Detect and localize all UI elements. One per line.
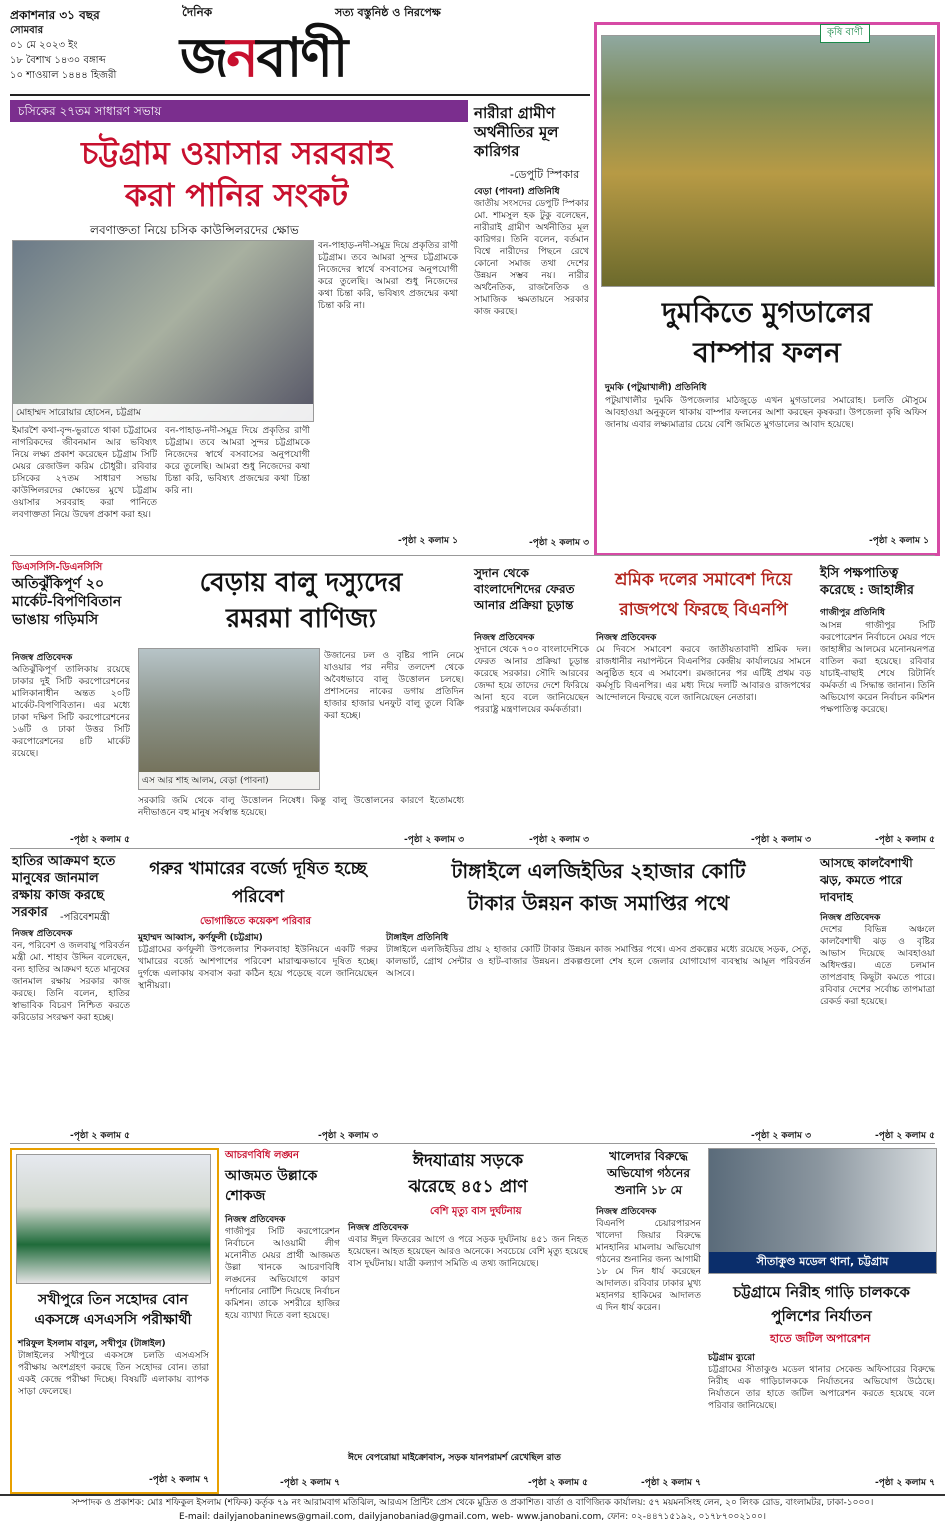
sand-body: উজানের ঢল ও বৃষ্টির পানি নেমে যাওয়ার পর নদীর তলদেশ থেকে অবৈধভাবে বালু উত্তোলন চলছে। প্রশাসনের নাকের ডগায় প্রতিদিন হাজার হাজার ঘনফুট বালু তুলে বিক্রি করা হচ্ছে।	[324, 651, 464, 721]
date-english: ০১ মে ২০২৩ ইং	[10, 40, 78, 51]
women-continue: -পৃষ্ঠা ২ কলাম ৩	[528, 538, 589, 548]
ditches-headline: অতিঝুঁকিপূর্ণ ২০ মার্কেট-বিপণিবিতান ভাঙায় গড়িমসি	[12, 576, 122, 628]
khaleda-continue: -পৃষ্ঠা ২ কলাম ৭	[640, 1478, 701, 1488]
eid-byline: নিজস্ব প্রতিবেদক	[348, 1223, 409, 1233]
khaleda-byline: নিজস্ব প্রতিবেদক	[596, 1207, 657, 1217]
ec-headline: ইসি পক্ষপাতিত্ব করেছে : জাহাঙ্গীর	[820, 566, 914, 598]
eid-body: এবার ঈদুল ফিতরের আগে ও পরে সড়ক দুর্ঘটনায় ৪৫১ জন নিহত হয়েছেন। আহত হয়েছেন আরও অনেকে। সবচেয়ে বেশি মৃত্যু হয়েছে বাস দুর্ঘটনায়। যাত্রী কল্যাণ সমিতি এ তথ্য জানিয়েছে।	[348, 1235, 588, 1269]
bnp-continue: -পৃষ্ঠা ২ কলাম ৩	[750, 835, 811, 845]
ditches-continue: -পৃষ্ঠা ২ কলাম ৫	[69, 835, 130, 845]
sudan-body: সুদানে থেকে ৭০০ বাংলাদেশিকে ফেরত আনার প্রক্রিয়া চূড়ান্ত করেছে সরকার। সৌদি আরবের জেদ্দা হয়ে তাদের দেশে ফিরিয়ে আনা হবে বলে জানিয়েছেন পররাষ্ট্র মন্ত্রণালয়ের কর্মকর্তারা।	[474, 645, 589, 715]
code-body: গাজীপুর সিটি করপোরেশন নির্বাচনে আওয়ামী লীগ মনোনীত মেয়র প্রার্থী আজমত উল্লা খানকে আচরণবিধি লঙ্ঘনের অভিযোগে কারণ দর্শানোর নোটিশ দিয়েছে নির্বাচন কমিশন। তাকে সশরীরে হাজির হয়ে ব্যাখ্যা দিতে বলা হয়েছে।	[225, 1227, 340, 1321]
police-photo-caption: সীতাকুণ্ড মডেল থানা, চট্টগ্রাম	[709, 1252, 936, 1273]
sudan-continue: -পৃষ্ঠা ২ কলাম ৩	[528, 835, 589, 845]
weekday: সোমবার	[10, 25, 44, 36]
row-divider-2	[10, 848, 935, 849]
sisters-continue: -পৃষ্ঠা ২ কলাম ৭	[148, 1475, 209, 1485]
field-photo	[601, 35, 935, 287]
women-byline: বেড়া (পাবনা) প্রতিনিধি	[474, 187, 560, 197]
cattle-continue: -পৃষ্ঠা ২ কলাম ৩	[317, 1131, 378, 1141]
eid-highlight: ঈদে বেপরোয়া মাইক্রোবাস, সড়ক যানপরামর্শ রেখেছিল রাত	[348, 1453, 561, 1463]
sisters-headline: সখীপুরে তিন সহোদর বোন একসঙ্গে এসএসসি পরীক্ষার্থী	[34, 1292, 192, 1328]
police-photo	[708, 1148, 937, 1274]
lead-photo-caption: মোহাম্মদ সারোয়ার হোসেন, চট্টগ্রাম	[13, 404, 313, 421]
bnp-body: মে দিবসে সমাবেশ করবে জাতীয়তাবাদী শ্রমিক দল। রাজধানীর নয়াপল্টনে বিএনপির কেন্দ্রীয় কার্যালয়ের সামনে অনুষ্ঠিত হবে এ সমাবেশ। রমজানের পর এটিই প্রথম বড় কর্মসূচি বিএনপির। এর মধ্য দিয়ে দলটি আবারও রাজপথের আন্দোলনে ফিরছে বলে জানিয়েছেন নেতারা।	[596, 645, 811, 703]
elephant-byline: নিজস্ব প্রতিবেদক	[12, 929, 73, 939]
storm-continue: -পৃষ্ঠা ২ কলাম ৫	[874, 1131, 935, 1141]
lead-body-1b: বন-পাহাড়-নদী-সমুদ্র দিয়ে প্রকৃতির রাণী চট্টগ্রাম। তবে আমরা সুন্দর চট্টগ্রামকে নিজেদের স্বার্থে বসবাসের অনুপযোগী করে তুলেছি। আমরা শুধু নিজেদের কথা চিন্তা করি, ভবিষ্যৎ প্রজন্মের কথা চিন্তা করি না।	[165, 426, 310, 496]
krishi-byline: দুমকি (পটুয়াখালী) প্রতিনিধি	[605, 383, 707, 393]
cattle-byline: মুহাম্মদ আব্বাস, কর্ণফুলী (চট্টগ্রাম)	[138, 933, 263, 943]
sand-photo	[138, 648, 320, 790]
imprint-line-2: E-mail: dailyjanobaninews@gmail.com, dailyjanobaniad@gmail.com, web- www.janobani.com, ফোন: ০২-৪৪৭১৫১৯২, ০১৭৮৭০০২১০০।	[178, 1512, 767, 1522]
logo-prefix: দৈনিক	[182, 5, 213, 19]
cattle-headline: গরুর খামারের বর্জ্যে দূষিত হচ্ছে পরিবেশ	[149, 859, 367, 907]
elephant-continue: -পৃষ্ঠা ২ কলাম ৫	[69, 1131, 130, 1141]
sand-continue: -পৃষ্ঠা ২ কলাম ৩	[403, 835, 464, 845]
section-tag: কৃষি বাণী	[820, 24, 870, 43]
elephant-speaker: -পরিবেশমন্ত্রী	[60, 912, 110, 923]
storm-byline: নিজস্ব প্রতিবেদক	[820, 913, 881, 923]
ditches-tag: ডিএসসিসি-ডিএনসিসি	[12, 562, 103, 573]
ec-byline: গাজীপুর প্রতিনিধি	[820, 608, 885, 618]
khaleda-body: বিএনপি চেয়ারপারসন খালেদা জিয়ার বিরুদ্ধে মানহানির মামলায় অভিযোগ গঠনের শুনানির জন্য আগামী ১৮ মে দিন ধার্য করেছেন আদালত। রবিবার ঢাকার মুখ্য মহানগর হাকিমের আদালত এ দিন ধার্য করেন।	[596, 1219, 701, 1313]
row-divider-3	[10, 1143, 935, 1144]
police-sub: হাতে জটিল অপারেশন	[770, 1332, 871, 1345]
eid-headline: ঈদযাত্রায় সড়কে ঝরেছে ৪৫১ প্রাণ	[408, 1151, 528, 1197]
lead-body-1: ইমারশৈ কথা-বৃন্দ-ভুরাতে থাকা চট্টগ্রামের নাগরিকদের জীবনমান আর ভবিষ্যৎ নিয়ে লক্ষ্য প্রকাশ করেছেন চট্টগ্রাম সিটি মেয়র রেজাউল করিম চৌধুরী। রবিবার চসিকের ২৭তম সাধারণ সভায় কাউন্সিলরদের ক্ষোভের মুখে চট্টগ্রাম ওয়াসার সরবরাহ করা পানিতে লবণাক্ততা নিয়ে উদ্বেগ প্রকাশ করা হয়।	[12, 426, 157, 520]
elephant-headline: হাতির আক্রমণ হতে মানুষের জানমাল রক্ষায় কাজ করছে সরকার	[12, 854, 116, 920]
sisters-photo	[16, 1154, 211, 1284]
ditches-byline: নিজস্ব প্রতিবেদক	[12, 653, 73, 663]
krishi-box	[594, 22, 940, 556]
tagline: সত্য বস্তুনিষ্ঠ ও নিরপেক্ষ	[335, 6, 441, 19]
lged-body: টাঙ্গাইলে এলজিইডির প্রায় ২ হাজার কোটি টাকার উন্নয়ন কাজ সমাপ্তির পথে। এসব প্রকল্পের মধ্যে রয়েছে সড়ক, সেতু, কালভার্ট, গ্রোথ সেন্টার ও হাট-বাজার উন্নয়ন। প্রকল্পগুলো শেষ হলে জেলার যোগাযোগ ব্যবস্থায় আমূল পরিবর্তন আসবে।	[386, 945, 811, 979]
code-continue: -পৃষ্ঠা ২ কলাম ৭	[279, 1478, 340, 1488]
sand-photo-caption: এস আর শাহ আলম, বেড়া (পাবনা)	[139, 772, 319, 789]
police-body: চট্টগ্রামের সীতাকুণ্ড মডেল থানার সেকেন্ড অফিসারের বিরুদ্ধে নিরীহ এক গাড়িচালককে নির্যাতনের অভিযোগ উঠেছে। নির্যাতনে তার হাতে জটিল অপারেশন করতে হয়েছে বলে পরিবার জানিয়েছে।	[708, 1365, 935, 1411]
police-continue: -পৃষ্ঠা ২ কলাম ৭	[874, 1478, 935, 1488]
ec-body: আসন্ন গাজীপুর সিটি করপোরেশন নির্বাচনে মেয়র পদে জাহাঙ্গীর আলমের মনোনয়নপত্র বাতিল করা হয়েছে। রবিবার যাচাই-বাছাই শেষে রিটার্নিং কর্মকর্তা এ সিদ্ধান্ত জানান। তিনি অভিযোগ করেন নির্বাচন কমিশন পক্ষপাতিত্ব করেছে।	[820, 621, 935, 715]
lead-kicker: চসিকের ২৭তম সাধারণ সভায়	[10, 100, 468, 122]
police-headline: চট্টগ্রামে নিরীহ গাড়ি চালককে পুলিশের নির্যাতন	[733, 1283, 910, 1325]
sisters-box	[10, 1148, 219, 1494]
krishi-continue: -পৃষ্ঠা ২ কলাম ১	[868, 536, 929, 546]
sand-body-2: সরকারি জমি থেকে বালু উত্তোলন নিষেধ। কিন্তু বালু উত্তোলনের কারণে ইতোমধ্যে নদীভাঙনে বহু মানুষ সর্বস্বান্ত হয়েছে।	[138, 796, 464, 818]
sudan-headline: সুদান থেকে বাংলাদেশিদের ফেরত আনার প্রক্রিয়া চূড়ান্ত	[474, 566, 575, 612]
women-headline: নারীরা গ্রামীণ অর্থনীতির মূল কারিগর	[474, 104, 559, 160]
sand-headline: বেড়ায় বালু দস্যুদের রমরমা বাণিজ্য	[199, 568, 403, 634]
women-body: জাতীয় সংসদের ডেপুটি স্পিকার মো. শামসুল হক টুকু বলেছেন, নারীরাই গ্রামীণ অর্থনীতির মূল কারিগর। তিনি বলেন, বর্তমান বিশ্বে নারীদের পিছনে রেখে কোনো সমাজ তথা দেশের উন্নয়ন সম্ভব নয়। নারীর অর্থনৈতিক, রাজনৈতিক ও সামাজিক ক্ষমতায়নে সরকার কাজ করছে।	[474, 199, 589, 317]
lead-subhead: লবণাক্ততা নিয়ে চসিক কাউন্সিলরদের ক্ষোভ	[90, 223, 299, 237]
police-byline: চট্টগ্রাম ব্যুরো	[708, 1353, 755, 1363]
ditches-body: অতিঝুঁকিপূর্ণ তালিকায় রয়েছে ঢাকার দুই সিটি করপোরেশনের মালিকানাধীন অন্তত ২০টি মার্কেট-বিপণিবিতান। এর মধ্যে ঢাকা দক্ষিণ সিটি করপোরেশনের ১৬টি ও ঢাকা উত্তর সিটি করপোরেশনের ৪টি মার্কেট রয়েছে।	[12, 665, 130, 759]
imprint-footer	[0, 1494, 945, 1533]
masthead-dates	[10, 8, 160, 83]
cattle-body: চট্টগ্রামের কর্ণফুলী উপজেলার শিকলবাহা ইউনিয়নে একটি গরুর খামারের বর্জ্যে আশপাশের পরিবেশ মারাত্মকভাবে দূষিত হচ্ছে। দুর্গন্ধে এলাকায় বসবাস করা কঠিন হয়ে পড়েছে বলে জানিয়েছেন স্থানীয়রা।	[138, 945, 378, 991]
bnp-byline: নিজস্ব প্রতিবেদক	[596, 633, 657, 643]
sisters-body: টাঙ্গাইলের সখীপুরে একসঙ্গে চলতি এসএসসি পরীক্ষায় অংশগ্রহণ করছে তিন সহোদর বোন। তারা একই কেন্দ্রে পরীক্ষা দিচ্ছে। বিষয়টি এলাকায় ব্যাপক সাড়া ফেলেছে।	[18, 1351, 209, 1397]
masthead-rule	[10, 94, 590, 96]
lged-byline: টাঙ্গাইল প্রতিনিধি	[386, 933, 449, 943]
elephant-body: বন, পরিবেশ ও জলবায়ু পরিবর্তন মন্ত্রী মো. শাহাব উদ্দিন বলেছেন, বন্য হাতির আক্রমণ হতে মানুষের জানমাল রক্ষায় সরকার কাজ করছে। তিনি বলেন, হাতির স্বাভাবিক বিচরণ নিশ্চিত করতে করিডোর সংরক্ষণ করা হচ্ছে।	[12, 941, 130, 1023]
code-headline: আজমত উল্লাকে শোকজ	[225, 1168, 318, 1204]
masthead-logo	[160, 4, 590, 89]
code-tag: আচরণবিধি লঙ্ঘন	[225, 1150, 300, 1161]
newspaper-logo: জনবাণী	[180, 25, 347, 89]
krishi-headline: দুমকিতে মুগডালের বাম্পার ফলন	[661, 296, 872, 369]
krishi-body: পটুয়াখালীর দুমকি উপজেলার মাঠজুড়ে এখন মুগডালের সমারোহ। চলতি মৌসুমে আবহাওয়া অনুকূলে থাকায় বাম্পার ফলনের আশা করছেন কৃষকরা। উপজেলা কৃষি অফিস জানায় এবার লক্ষ্যমাত্রার চেয়ে বেশি জমিতে মুগডালের আবাদ হয়েছে।	[605, 396, 927, 430]
eid-sub: বেশি মৃত্যু বাস দুর্ঘটনায়	[430, 1206, 522, 1217]
imprint-line-1: সম্পাদক ও প্রকাশক: মোঃ শফিকুল ইসলাম (শফিক) কর্তৃক ৭৯ নং আরামবাগ মতিঝিল, আরএস প্রিন্টিং প্রেস থেকে মুদ্রিত ও প্রকাশিত। বার্তা ও বাণিজ্যিক কার্যালয়: ৫৭ ময়মনসিংহ লেন, ২০ লিংক রোড, বাংলামটর, ঢাকা-১০০০।	[71, 1498, 874, 1508]
sudan-byline: নিজস্ব প্রতিবেদক	[474, 633, 535, 643]
lged-continue: -পৃষ্ঠা ২ কলাম ৩	[750, 1131, 811, 1141]
cattle-sub: ভোগান্তিতে কয়েকশ পরিবার	[200, 916, 312, 927]
sisters-byline: শরিফুল ইসলাম বাবুল, সখীপুর (টাঙ্গাইল)	[18, 1339, 166, 1349]
publication-year: প্রকাশনার ৩১ বছর	[10, 8, 100, 22]
date-bangla: ১৮ বৈশাখ ১৪৩০ বঙ্গাব্দ	[10, 55, 106, 66]
date-hijri: ১০ শাওয়াল ১৪৪৪ হিজরী	[10, 70, 117, 81]
row-divider-1	[10, 555, 935, 556]
bnp-headline: শ্রমিক দলের সমাবেশ দিয়ে রাজপথে ফিরছে বিএনপি	[615, 570, 792, 620]
women-speaker: -ডেপুটি স্পিকার	[510, 168, 580, 181]
lead-continue: -পৃষ্ঠা ২ কলাম ১	[397, 536, 458, 546]
khaleda-headline: খালেদার বিরুদ্ধে অভিযোগ গঠনের শুনানি ১৮ মে	[607, 1149, 690, 1197]
code-byline: নিজস্ব প্রতিবেদক	[225, 1215, 286, 1225]
meeting-photo	[12, 240, 314, 422]
lead-body-2: বন-পাহাড়-নদী-সমুদ্র দিয়ে প্রকৃতির রাণী চট্টগ্রাম। তবে আমরা সুন্দর চট্টগ্রামকে নিজেদের স্বার্থে বসবাসের অনুপযোগী করে তুলেছি। আমরা শুধু নিজেদের কথা চিন্তা করি, ভবিষ্যৎ প্রজন্মের কথা চিন্তা করি না।	[318, 241, 458, 311]
lead-headline: চট্টগ্রাম ওয়াসার সরবরাহ করা পানির সংকট	[81, 134, 392, 214]
lged-headline: টাঙ্গাইলে এলজিইডির ২হাজার কোটি টাকার উন্নয়ন কাজ সমাপ্তির পথে	[451, 859, 746, 915]
storm-headline: আসছে কালবৈশাখী ঝড়, কমতে পারে দাবদাহ	[820, 856, 913, 904]
storm-body: দেশের বিভিন্ন অঞ্চলে কালবৈশাখী ঝড় ও বৃষ্টির আভাস দিয়েছে আবহাওয়া অধিদপ্তর। এতে চলমান তাপপ্রবাহ কিছুটা কমতে পারে। রবিবার দেশের সর্বোচ্চ তাপমাত্রা রেকর্ড করা হয়েছে।	[820, 925, 935, 1007]
eid-continue: -পৃষ্ঠা ২ কলাম ৫	[527, 1478, 588, 1488]
ec-continue: -পৃষ্ঠা ২ কলাম ৫	[874, 835, 935, 845]
